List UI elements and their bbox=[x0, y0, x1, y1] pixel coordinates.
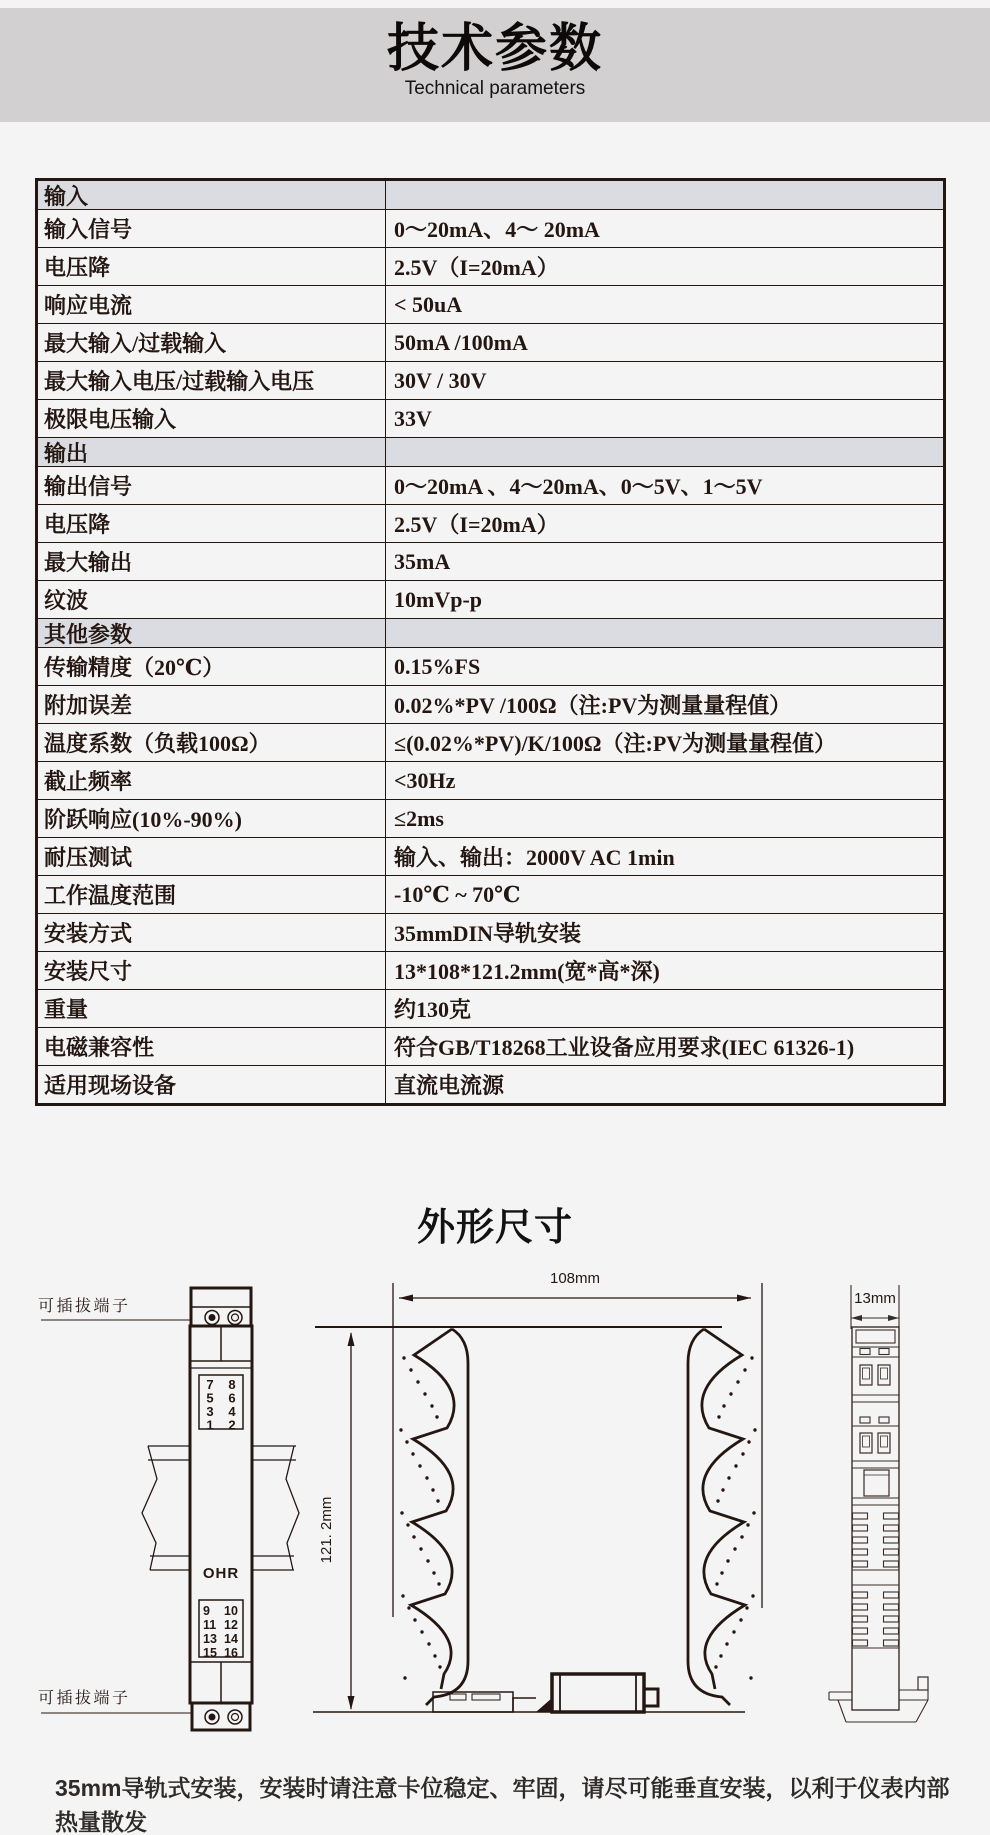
table-row bbox=[38, 723, 943, 761]
depth-dim-label: 121. 2mm bbox=[318, 1496, 335, 1564]
table-row bbox=[38, 247, 943, 285]
front-view-drawing bbox=[38, 1288, 299, 1730]
table-row bbox=[38, 799, 943, 837]
table-row bbox=[38, 504, 943, 542]
row-value: <30Hz bbox=[394, 767, 456, 793]
row-label: 适用现场设备 bbox=[38, 1066, 386, 1103]
terminal-number: 8 bbox=[228, 1377, 236, 1392]
table-row bbox=[38, 951, 943, 989]
terminal-number: 7 bbox=[206, 1377, 214, 1392]
plug-terminal-top-label: 可插拔端子 bbox=[38, 1298, 131, 1315]
terminal-number: 2 bbox=[228, 1417, 236, 1433]
row-value: 50mA /100mA bbox=[394, 329, 528, 355]
row-value: 33V bbox=[394, 405, 432, 431]
din-clip-connector bbox=[552, 1674, 644, 1712]
row-label: 温度系数（负载100Ω） bbox=[38, 724, 386, 761]
terminal-number: 13 bbox=[203, 1632, 217, 1646]
screw-icon bbox=[228, 1311, 242, 1325]
terminal-number: 10 bbox=[224, 1604, 238, 1618]
table-row bbox=[38, 466, 943, 504]
din-clip-front bbox=[864, 1470, 889, 1496]
table-row bbox=[38, 685, 943, 723]
row-value: 35mA bbox=[394, 548, 451, 574]
table-row bbox=[38, 1027, 943, 1065]
row-label: 附加误差 bbox=[38, 686, 386, 723]
row-label: 阶跃响应(10%-90%) bbox=[38, 800, 386, 837]
row-label: 传输精度（20℃） bbox=[38, 648, 386, 685]
plug-terminal-bottom-label: 可插拔端子 bbox=[38, 1690, 131, 1707]
row-label: 工作温度范围 bbox=[38, 876, 386, 913]
row-label: 最大输入电压/过载输入电压 bbox=[38, 362, 386, 399]
dimensions-title: 外形尺寸 bbox=[416, 1207, 573, 1249]
row-value: 直流电流源 bbox=[394, 1073, 505, 1098]
row-value: ≤2ms bbox=[394, 805, 444, 831]
table-row bbox=[38, 1065, 943, 1103]
terminal-number: 4 bbox=[228, 1404, 236, 1419]
row-label: 耐压测试 bbox=[38, 838, 386, 875]
terminal-number: 3 bbox=[206, 1404, 214, 1419]
terminal-number: 1 bbox=[206, 1417, 214, 1433]
page-title: 技术参数 bbox=[386, 20, 603, 78]
table-row bbox=[38, 875, 943, 913]
table-row bbox=[38, 989, 943, 1027]
table-row bbox=[38, 580, 943, 618]
row-value: 2.5V（I=20mA） bbox=[394, 512, 559, 537]
terminal-number: 5 bbox=[206, 1390, 214, 1406]
screw-icon bbox=[228, 1710, 242, 1724]
row-label: 其他参数 bbox=[38, 619, 386, 647]
row-label: 输出信号 bbox=[38, 467, 386, 504]
row-value: < 50uA bbox=[394, 291, 463, 317]
row-label: 安装尺寸 bbox=[38, 952, 386, 989]
terminal-number: 16 bbox=[224, 1646, 238, 1660]
row-value: -10℃ ~ 70℃ bbox=[394, 881, 521, 907]
row-label: 最大输出 bbox=[38, 543, 386, 580]
row-label: 响应电流 bbox=[38, 286, 386, 323]
row-value: 符合GB/T18268工业设备应用要求(IEC 61326-1) bbox=[394, 1035, 855, 1060]
table-row bbox=[38, 913, 943, 951]
row-value: 35mmDIN导轨安装 bbox=[394, 921, 581, 946]
row-label: 电压降 bbox=[38, 248, 386, 285]
terminal-number: 9 bbox=[203, 1604, 210, 1618]
row-value bbox=[386, 619, 943, 647]
terminal-number: 15 bbox=[203, 1646, 217, 1660]
terminal-number: 11 bbox=[203, 1618, 217, 1632]
row-label: 极限电压输入 bbox=[38, 400, 386, 437]
table-row bbox=[38, 647, 943, 685]
table-row-section bbox=[38, 181, 943, 209]
row-value bbox=[386, 181, 943, 209]
row-value: 13*108*121.2mm(宽*高*深) bbox=[394, 959, 660, 984]
row-label: 输出 bbox=[38, 438, 386, 466]
terminal-number: 6 bbox=[228, 1390, 236, 1406]
spec-table bbox=[35, 178, 946, 1106]
row-label: 重量 bbox=[38, 990, 386, 1027]
row-value: 10mVp-p bbox=[394, 586, 483, 612]
row-value: 0～20mA 、4～20mA、0～5V、1～5V bbox=[394, 474, 763, 499]
table-row bbox=[38, 837, 943, 875]
row-label: 输入 bbox=[38, 181, 386, 209]
row-label: 电压降 bbox=[38, 505, 386, 542]
terminal-number: 12 bbox=[224, 1618, 238, 1632]
width-dim-label: 108mm bbox=[549, 1270, 601, 1287]
table-row bbox=[38, 761, 943, 799]
row-value: 0.02%*PV /100Ω（注:PV为测量量程值） bbox=[394, 693, 792, 718]
row-value bbox=[386, 438, 943, 466]
table-row-section bbox=[38, 437, 943, 466]
row-value: 输入、输出：2000V AC 1min bbox=[394, 845, 675, 870]
row-value: 约130克 bbox=[394, 997, 472, 1022]
dimension-drawings bbox=[0, 1265, 990, 1750]
page-subtitle: Technical parameters bbox=[404, 77, 586, 99]
terminal-number: 14 bbox=[224, 1632, 238, 1646]
narrow-dim-label: 13mm bbox=[854, 1290, 896, 1307]
table-row-section bbox=[38, 618, 943, 647]
table-row bbox=[38, 209, 943, 247]
row-value: 30V / 30V bbox=[394, 367, 487, 393]
table-row bbox=[38, 285, 943, 323]
table-row bbox=[38, 542, 943, 580]
row-value: 2.5V（I=20mA） bbox=[394, 255, 559, 280]
row-value: ≤(0.02%*PV)/K/100Ω（注:PV为测量量程值） bbox=[394, 731, 837, 756]
table-row bbox=[38, 361, 943, 399]
table-row bbox=[38, 323, 943, 361]
side-view-drawing bbox=[313, 1270, 762, 1712]
row-label: 电磁兼容性 bbox=[38, 1028, 386, 1065]
header-band bbox=[0, 8, 990, 122]
row-value: 0～20mA、4～ 20mA bbox=[394, 217, 600, 242]
row-label: 纹波 bbox=[38, 581, 386, 618]
row-label: 最大输入/过载输入 bbox=[38, 324, 386, 361]
row-label: 安装方式 bbox=[38, 914, 386, 951]
footer-note: 35mm导轨式安装，安装时请注意卡位稳定、牢固，请尽可能垂直安装，以利于仪表内部热量散发 bbox=[55, 1775, 950, 1835]
din-rail bbox=[142, 1446, 299, 1570]
narrow-view-drawing bbox=[829, 1285, 928, 1722]
brand-logo: OHR bbox=[202, 1565, 240, 1582]
row-value: 0.15%FS bbox=[394, 653, 481, 679]
row-label: 输入信号 bbox=[38, 210, 386, 247]
vent-slots bbox=[853, 1513, 899, 1646]
row-label: 截止频率 bbox=[38, 762, 386, 799]
table-row bbox=[38, 399, 943, 437]
